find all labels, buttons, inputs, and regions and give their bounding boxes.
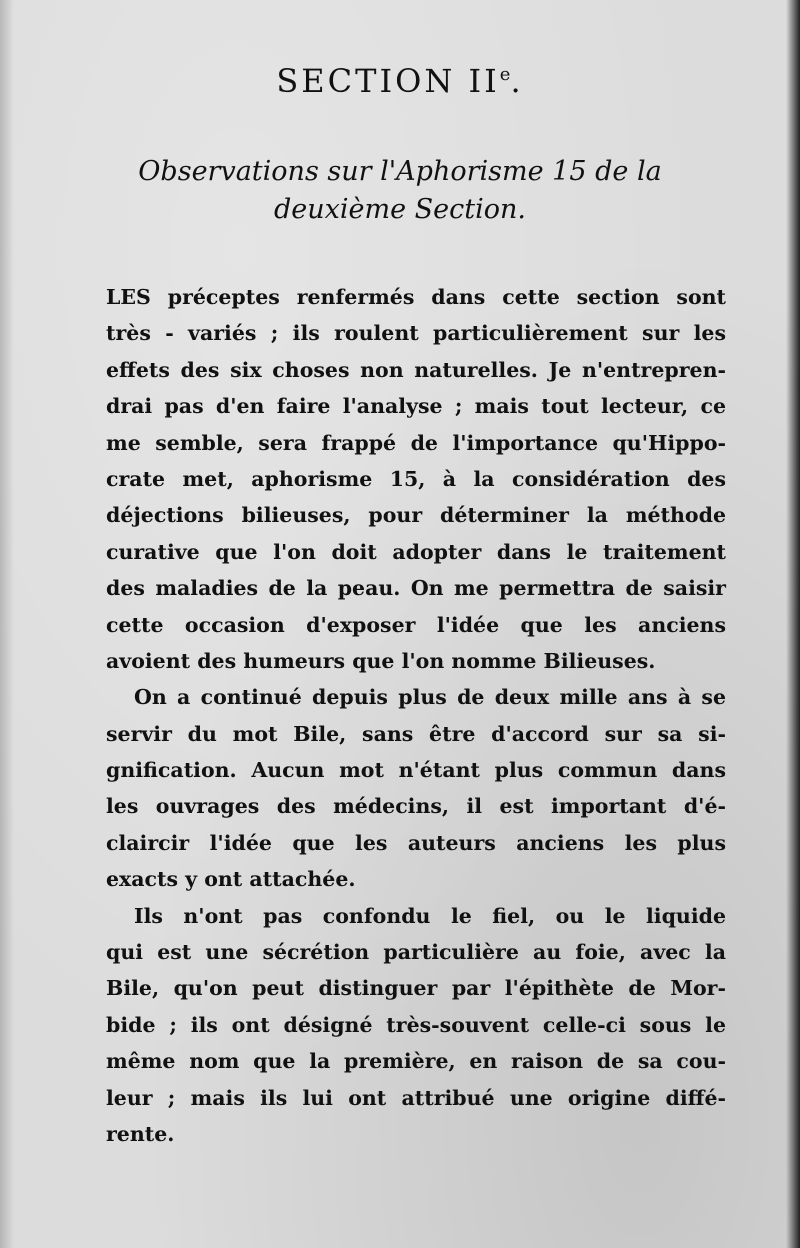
text-line: servir du mot Bile, sans être d'accord sur sa si- xyxy=(106,721,726,746)
section-heading-text: SECTION II xyxy=(276,62,500,100)
text-line: déjections bilieuses, pour déterminer la méthode xyxy=(106,503,726,528)
section-heading-superscript: e xyxy=(499,64,511,85)
page-right-edge xyxy=(786,0,800,1248)
text-line: leur ; mais ils lui ont attribué une origine diffé- xyxy=(106,1085,726,1110)
text-line: Bile, qu'on peut distinguer par l'épithète de Mor- xyxy=(106,976,726,1001)
text-line: rente. xyxy=(106,1121,175,1146)
text-line: gnification. Aucun mot n'étant plus commun dans xyxy=(106,758,726,783)
subtitle-line-1: Observations sur l'Aphorisme 15 de la xyxy=(138,156,662,187)
text-line: On a continué depuis plus de deux mille ans à se xyxy=(134,685,726,710)
text-line: très - variés ; ils roulent particulièrement sur les xyxy=(106,321,726,346)
subtitle-line-2: deuxième Section. xyxy=(274,194,526,225)
text-line: crate met, aphorisme 15, à la considération des xyxy=(106,466,726,491)
section-heading: SECTION IIe. xyxy=(276,62,524,100)
text-line: les ouvrages des médecins, il est important d'é- xyxy=(106,794,726,819)
text-line: Ils n'ont pas confondu le fiel, ou le liquide xyxy=(134,903,726,928)
text-line: qui est une sécrétion particulière au foie, avec la xyxy=(106,940,726,965)
text-line: LES préceptes renfermés dans cette section sont xyxy=(106,285,726,309)
text-line: curative que l'on doit adopter dans le traitement xyxy=(106,539,726,564)
text-line: drai pas d'en faire l'analyse ; mais tout lecteur, ce xyxy=(106,394,726,419)
text-line: des maladies de la peau. On me permettra de saisir xyxy=(106,576,726,601)
text-line: cette occasion d'exposer l'idée que les anciens xyxy=(106,612,726,637)
text-line: me semble, sera frappé de l'importance qu'Hippo- xyxy=(106,430,726,455)
text-line: bide ; ils ont désigné très-souvent celle-ci sous le xyxy=(106,1012,726,1037)
text-line: exacts y ont attachée. xyxy=(106,867,356,892)
text-line: même nom que la première, en raison de sa cou- xyxy=(106,1049,726,1074)
text-line: avoient des humeurs que l'on nomme Bilieuses. xyxy=(106,648,656,673)
text-line: effets des six choses non naturelles. Je n'entrepren- xyxy=(106,357,726,382)
body-text xyxy=(106,279,726,1152)
page-left-shadow xyxy=(0,0,14,1248)
text-line: claircir l'idée que les auteurs anciens les plus xyxy=(106,830,726,855)
